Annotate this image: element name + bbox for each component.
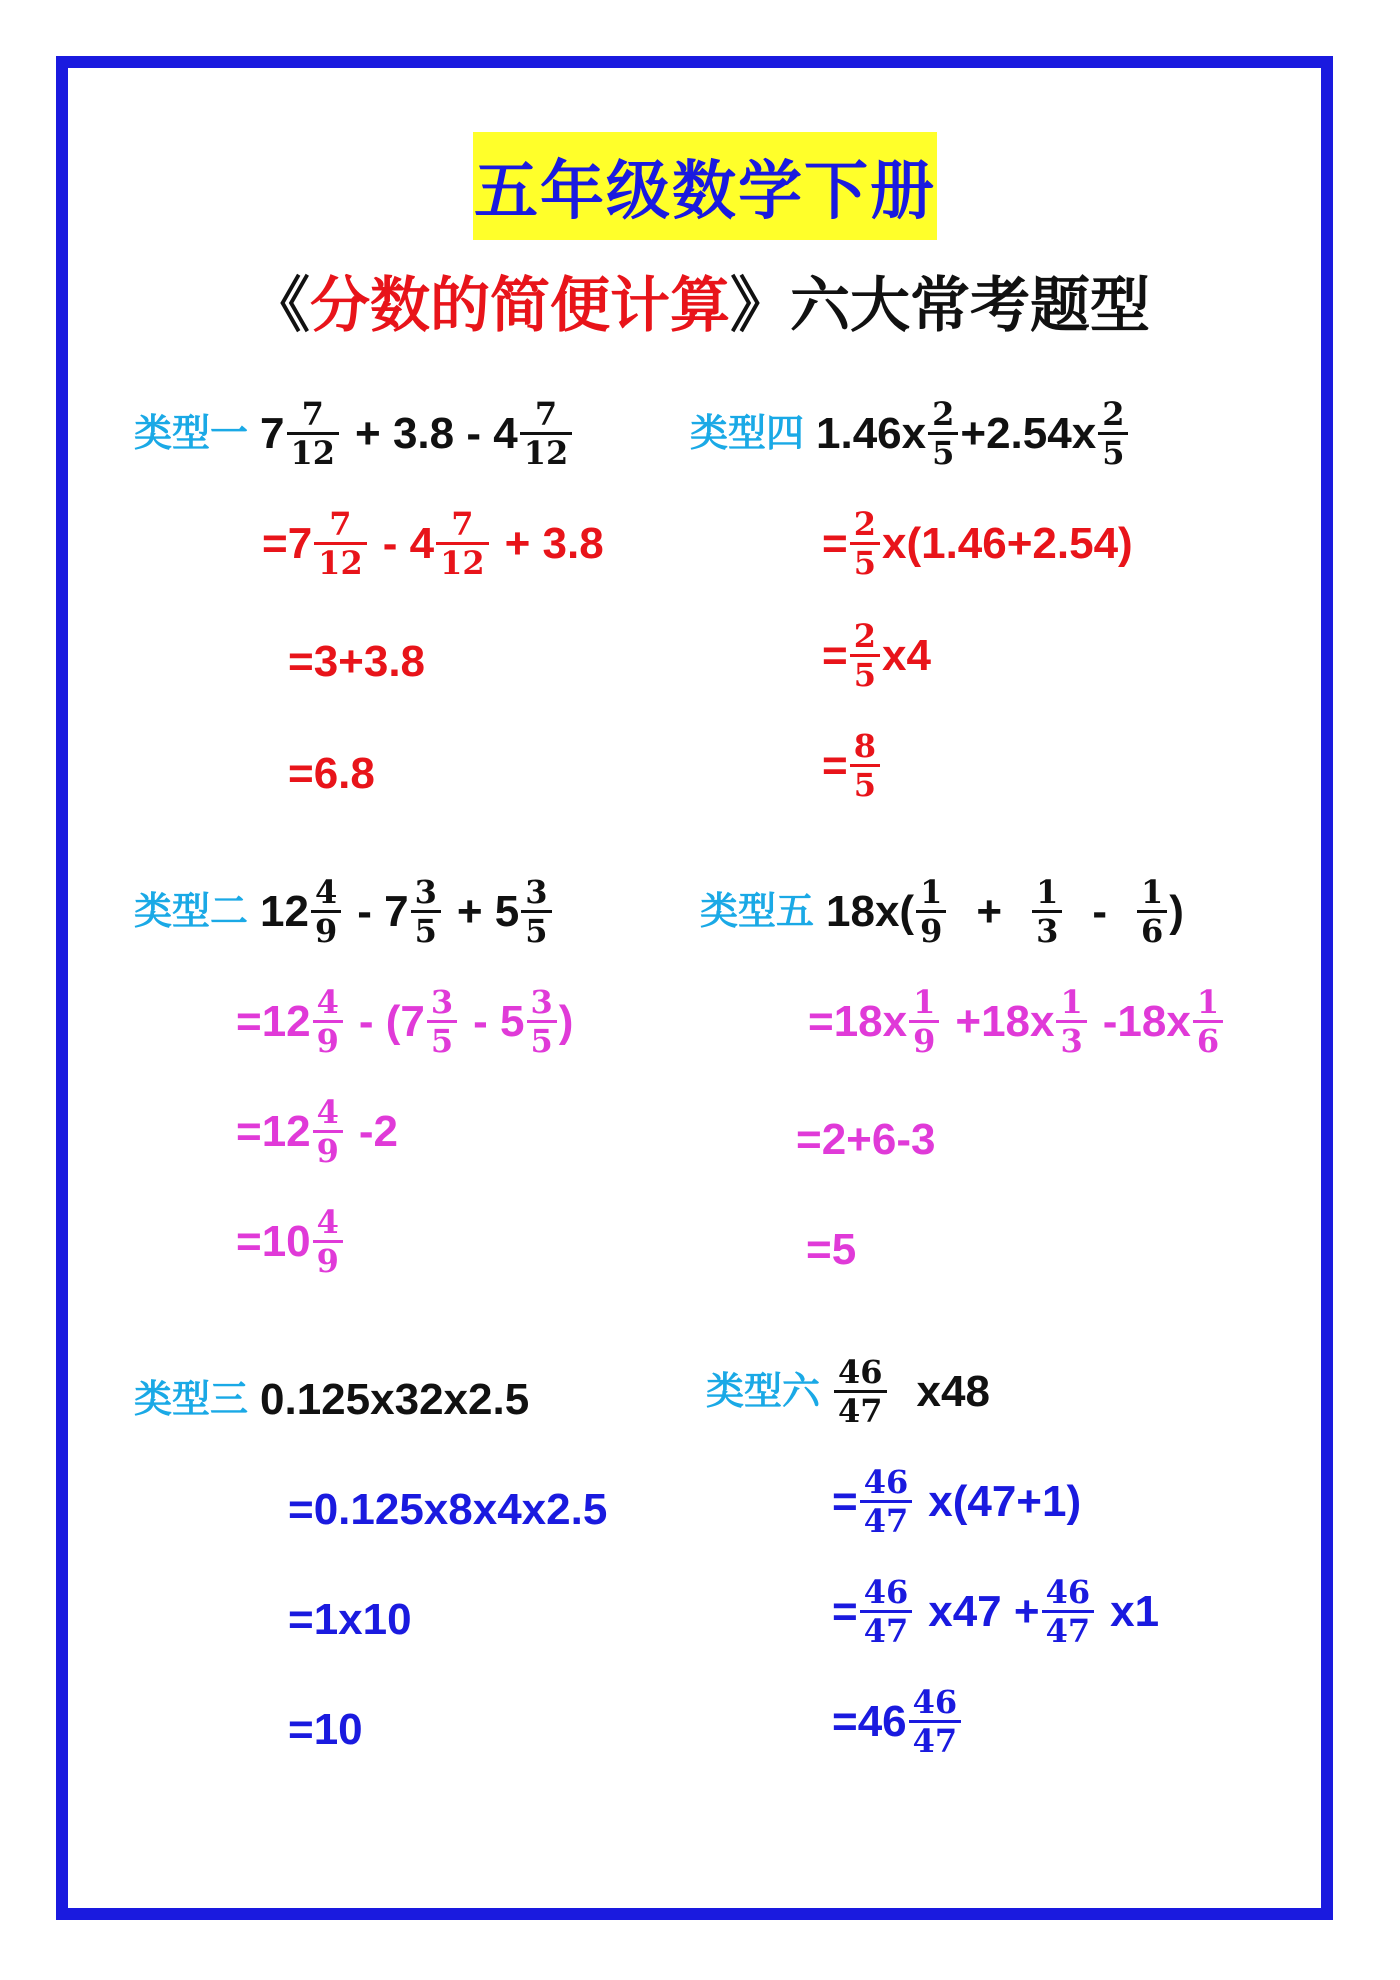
subtitle-open-bracket: 《	[250, 272, 310, 339]
denominator: 5	[527, 1020, 557, 1057]
type4-q-frac1	[928, 395, 958, 472]
type5-q-m1: +	[976, 886, 1003, 936]
type1-question	[134, 395, 574, 472]
step-text: - (7	[358, 996, 425, 1046]
type6-step1	[832, 1463, 1082, 1540]
type3-step1: =0.125x8x4x2.5	[288, 1485, 608, 1534]
step-text: =18x	[808, 996, 908, 1046]
type2-question	[134, 873, 554, 950]
type3-q: 0.125x32x2.5	[260, 1375, 530, 1424]
type2-step3	[236, 1203, 345, 1280]
step-text: =	[822, 518, 848, 568]
denominator: 9	[909, 1020, 939, 1057]
type6-s2-frac1	[860, 1573, 913, 1650]
type2-s1-frac1	[313, 983, 343, 1060]
type4-q-a: 1.46x	[816, 408, 927, 458]
numerator: 3	[525, 873, 548, 911]
numerator: 2	[1102, 395, 1125, 433]
type4-step3	[822, 727, 882, 804]
subtitle-close-bracket: 》	[730, 272, 790, 339]
numerator: 46	[838, 1353, 883, 1391]
step-text: =12	[236, 1106, 311, 1156]
step-text: x47 +	[928, 1586, 1040, 1636]
denominator: 9	[916, 910, 946, 947]
type5-q-m2: -	[1092, 886, 1107, 936]
numerator: 46	[912, 1683, 958, 1721]
denominator: 47	[834, 1390, 887, 1427]
denominator: 5	[427, 1020, 457, 1057]
type2-label: 类型二	[134, 890, 249, 933]
type5-s1-frac2	[1056, 983, 1086, 1060]
denominator: 5	[850, 654, 880, 691]
type4-question	[690, 395, 1130, 472]
type4-step2	[822, 617, 931, 694]
type5-q-frac1	[916, 873, 946, 950]
denominator: 5	[850, 542, 880, 579]
numerator: 4	[314, 873, 338, 911]
step-text: x1	[1110, 1586, 1160, 1636]
type4-q-b: +2.54x	[960, 408, 1097, 458]
type1-s1-frac2	[436, 505, 489, 582]
numerator: 4	[316, 1203, 339, 1241]
numerator: 1	[1036, 873, 1059, 911]
type3-step3: =10	[288, 1705, 363, 1754]
denominator: 5	[411, 910, 441, 947]
type6-step2	[832, 1573, 1160, 1650]
type6-s2-frac2	[1042, 1573, 1095, 1650]
denominator: 47	[860, 1500, 913, 1537]
numerator: 4	[316, 1093, 339, 1131]
denominator: 6	[1193, 1020, 1223, 1057]
denominator: 47	[1042, 1610, 1095, 1647]
step-text: =	[832, 1476, 858, 1526]
step-text: x(1.46+2.54)	[881, 518, 1133, 568]
type2-s1-frac2	[427, 983, 457, 1060]
numerator: 1	[1140, 873, 1164, 911]
type6-q-frac	[834, 1353, 887, 1430]
type4-s3-frac	[850, 727, 880, 804]
type5-step2: =2+6-3	[796, 1115, 936, 1164]
denominator: 5	[850, 764, 880, 801]
numerator: 46	[863, 1573, 909, 1611]
type2-s1-frac3	[527, 983, 557, 1060]
step-text: +18x	[955, 996, 1055, 1046]
type3-label: 类型三	[134, 1379, 249, 1421]
denominator: 9	[313, 1130, 343, 1167]
numerator: 3	[414, 873, 437, 911]
type5-step3: =5	[806, 1225, 857, 1274]
denominator: 47	[909, 1720, 962, 1757]
denominator: 5	[928, 432, 958, 469]
step-text: x4	[881, 630, 931, 680]
denominator: 3	[1056, 1020, 1086, 1057]
step-text: )	[558, 996, 574, 1046]
denominator: 12	[287, 432, 340, 469]
step-text: - 5	[473, 996, 525, 1046]
type1-q-whole1: 7	[260, 408, 285, 458]
step-text: =12	[236, 996, 311, 1046]
type2-q-m1: - 7	[357, 886, 409, 936]
numerator: 2	[853, 505, 876, 543]
numerator: 46	[863, 1463, 909, 1501]
denominator: 47	[860, 1610, 913, 1647]
numerator: 1	[913, 983, 936, 1021]
type1-s1-frac1	[314, 505, 367, 582]
type5-q-frac2	[1032, 873, 1062, 950]
type2-step2	[236, 1093, 399, 1170]
numerator: 8	[853, 727, 876, 765]
type1-step3: =6.8	[288, 749, 375, 798]
step-text: =	[822, 630, 848, 680]
subtitle-rest: 六大常考题型	[790, 272, 1150, 339]
step-text: =10	[236, 1216, 311, 1266]
type4-label: 类型四	[690, 412, 805, 455]
type6-s1-frac	[860, 1463, 913, 1540]
type2-s2-frac	[313, 1093, 343, 1170]
denominator: 5	[521, 910, 551, 947]
denominator: 9	[313, 1240, 343, 1277]
type3-question	[134, 1375, 530, 1424]
type2-q-frac3	[521, 873, 551, 950]
numerator: 3	[530, 983, 553, 1021]
numerator: 2	[853, 617, 876, 655]
type4-s1-frac	[850, 505, 880, 582]
page-title: 五年级数学下册	[473, 132, 937, 240]
type2-q-whole: 12	[260, 886, 309, 936]
type3-step2: =1x10	[288, 1595, 412, 1644]
type4-step1	[822, 505, 1133, 582]
step-text: -2	[358, 1106, 399, 1156]
type6-q-post: x48	[916, 1366, 990, 1416]
step-text: -18x	[1102, 996, 1191, 1046]
type1-q-frac2	[520, 395, 573, 472]
numerator: 1	[920, 873, 943, 911]
type5-s1-frac1	[909, 983, 939, 1060]
denominator: 12	[314, 542, 367, 579]
denominator: 12	[520, 432, 573, 469]
type1-q-frac1	[287, 395, 340, 472]
numerator: 46	[1045, 1573, 1091, 1611]
denominator: 6	[1137, 910, 1167, 947]
subtitle-topic: 分数的简便计算	[310, 272, 730, 339]
type5-step1	[808, 983, 1225, 1060]
numerator: 7	[301, 395, 324, 433]
numerator: 7	[534, 395, 558, 433]
type5-s1-frac3	[1193, 983, 1223, 1060]
type6-label: 类型六	[706, 1370, 821, 1413]
denominator: 9	[311, 910, 341, 947]
type1-step2: =3+3.8	[288, 637, 426, 686]
type2-q-m2: + 5	[456, 886, 520, 936]
step-text: =	[822, 740, 848, 790]
type6-s3-frac	[909, 1683, 962, 1760]
step-text: - 4	[382, 518, 435, 568]
numerator: 7	[329, 505, 352, 543]
numerator: 4	[316, 983, 339, 1021]
type2-step1	[236, 983, 574, 1060]
type4-s2-frac	[850, 617, 880, 694]
numerator: 1	[1196, 983, 1220, 1021]
type2-q-frac2	[411, 873, 441, 950]
type4-q-frac2	[1098, 395, 1128, 472]
numerator: 1	[1060, 983, 1083, 1021]
denominator: 3	[1032, 910, 1062, 947]
type5-label: 类型五	[700, 890, 815, 933]
numerator: 2	[932, 395, 955, 433]
type5-q-post: )	[1169, 886, 1184, 936]
step-text: x(47+1)	[928, 1476, 1082, 1526]
step-text: =7	[262, 518, 313, 568]
step-text: + 3.8	[504, 518, 604, 568]
step-text: =46	[832, 1696, 907, 1746]
type2-q-frac1	[311, 873, 341, 950]
type6-step3	[832, 1683, 963, 1760]
type5-question	[700, 873, 1184, 950]
step-text: =	[832, 1586, 858, 1636]
type5-q-a: 18x(	[826, 886, 915, 936]
type1-q-mid: + 3.8 - 4	[355, 408, 518, 458]
numerator: 7	[451, 505, 474, 543]
type1-label: 类型一	[134, 412, 249, 455]
denominator: 9	[313, 1020, 343, 1057]
denominator: 5	[1098, 432, 1128, 469]
numerator: 3	[430, 983, 454, 1021]
denominator: 12	[436, 542, 489, 579]
type2-s3-frac	[313, 1203, 343, 1280]
type6-question	[706, 1353, 990, 1430]
type1-step1	[262, 505, 604, 582]
page-subtitle	[0, 258, 1400, 344]
type5-q-frac3	[1137, 873, 1167, 950]
